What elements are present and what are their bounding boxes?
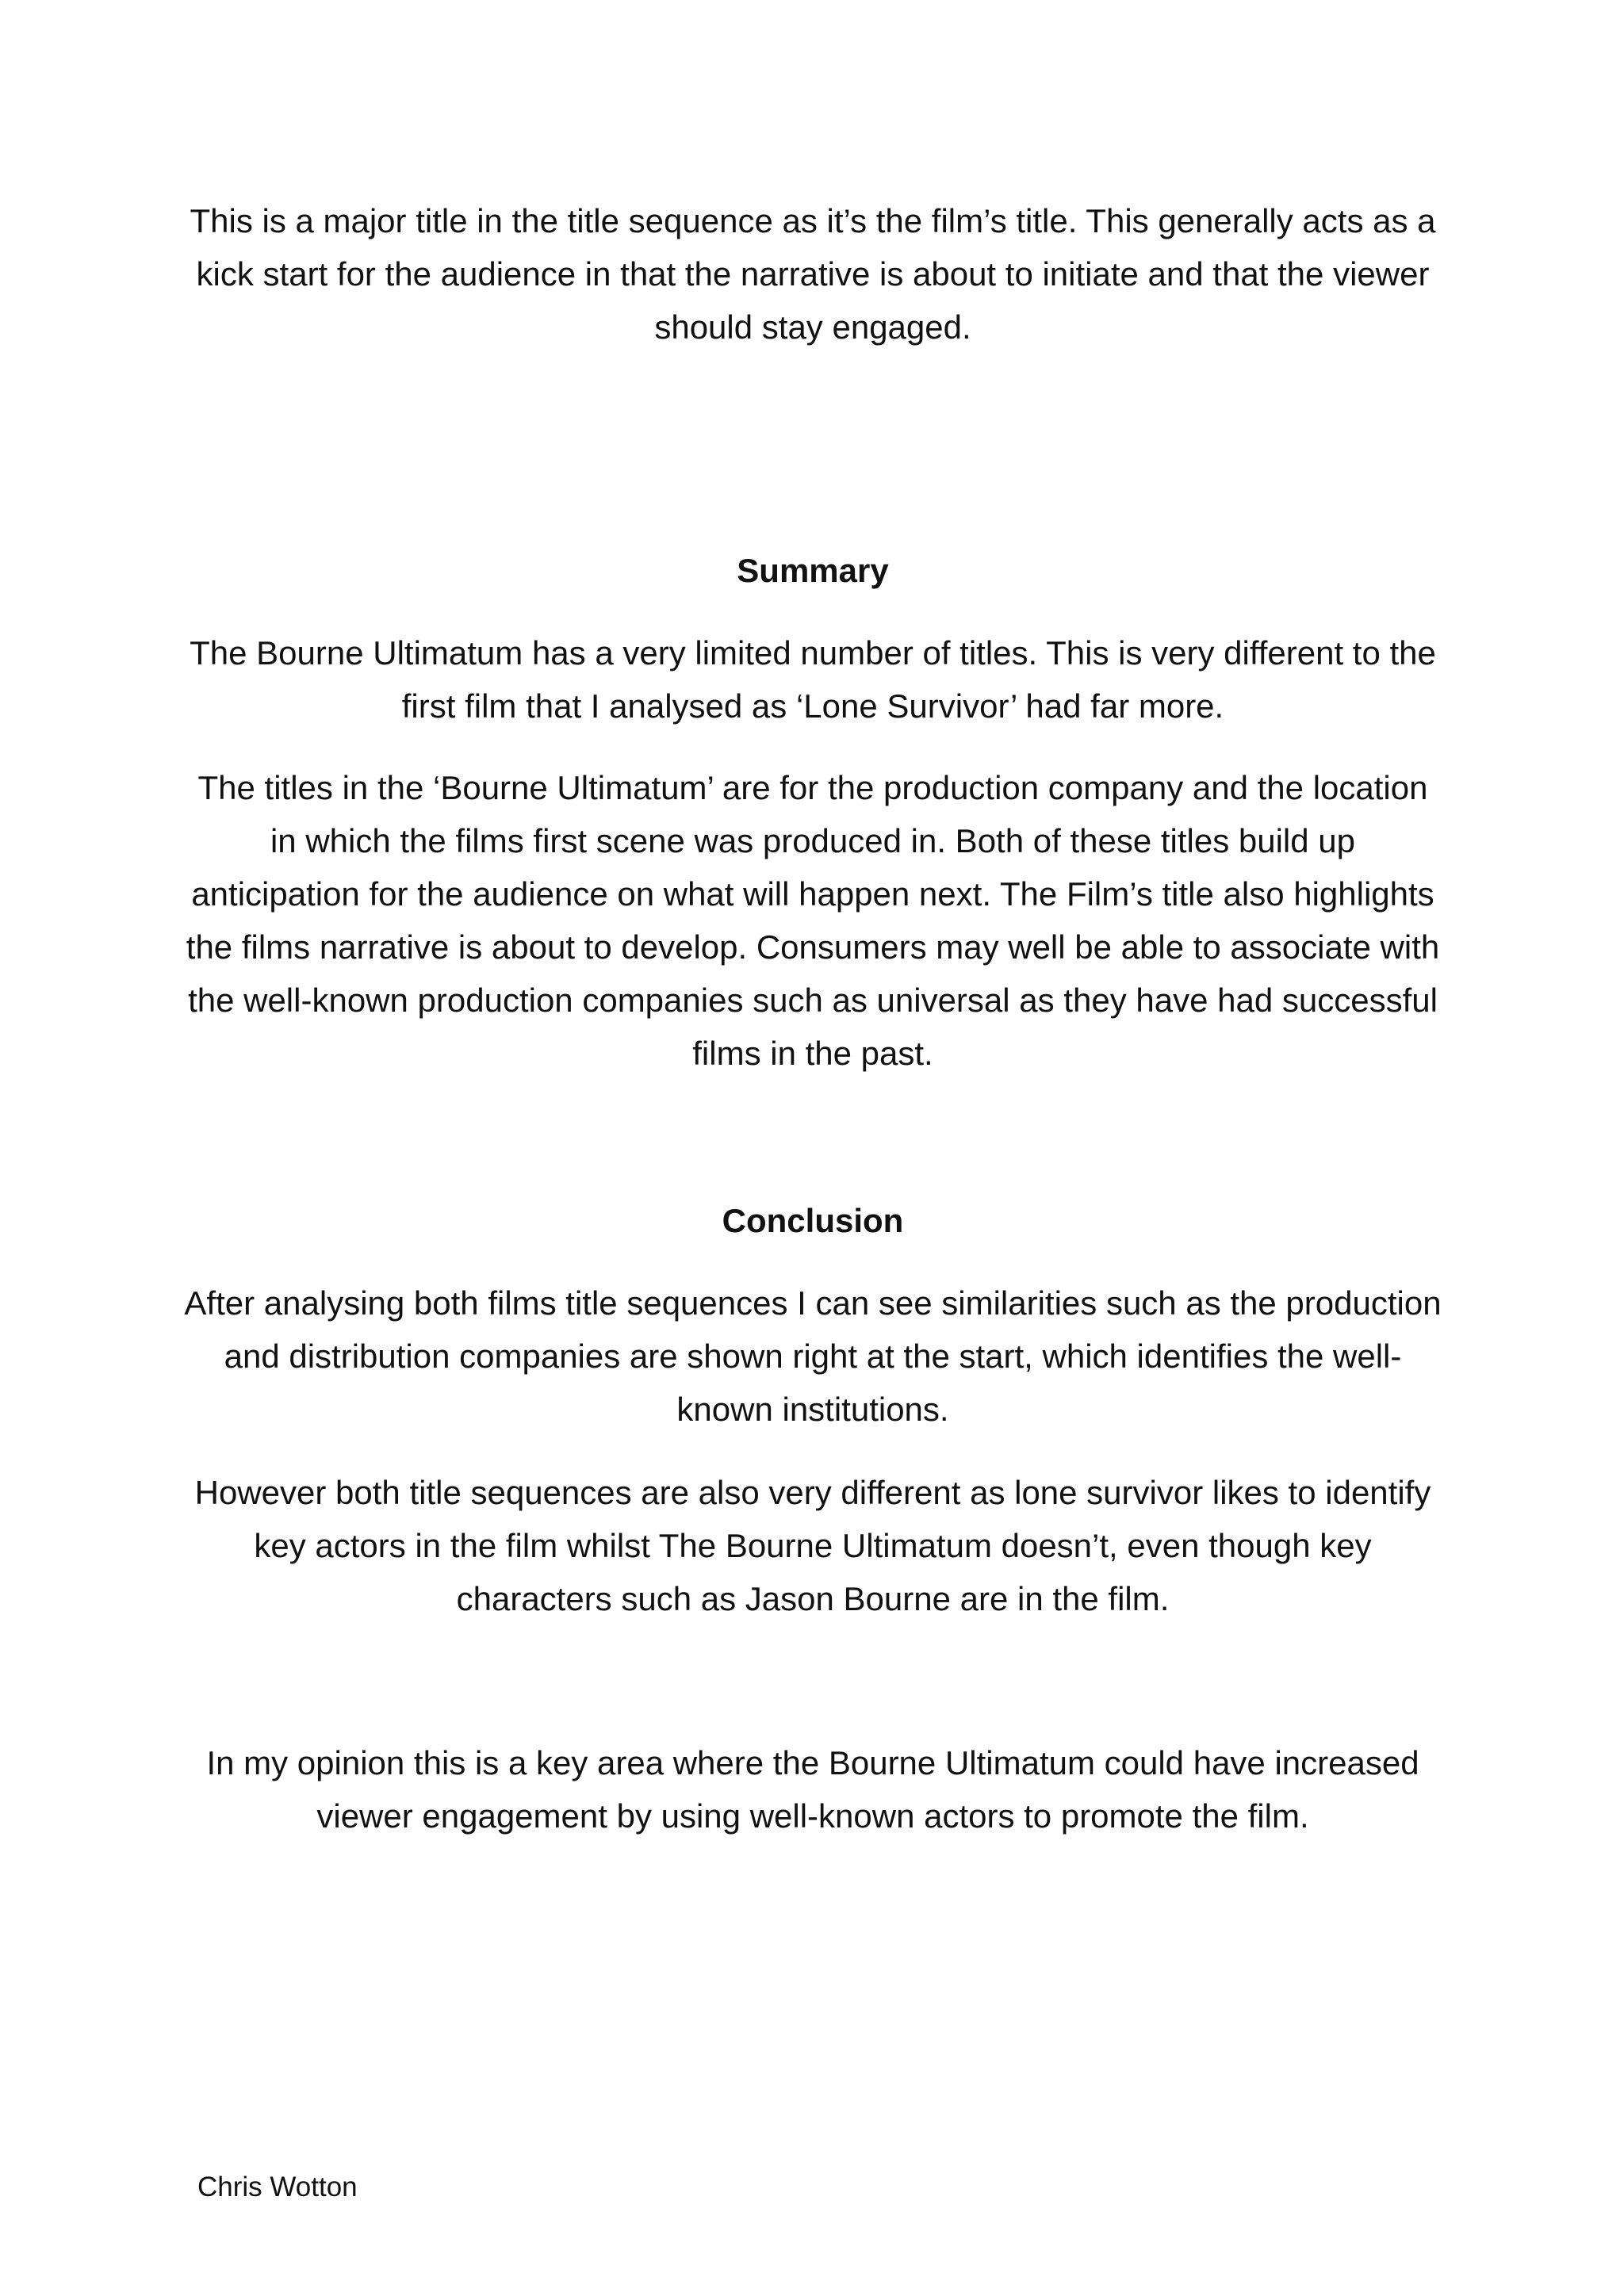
intro-paragraph: This is a major title in the title sequence as it’s the film’s title. This generally acts as a kick start for the audience in that the narrative is about to initiate and that the viewer should stay engaged. <box>190 202 1436 346</box>
summary-paragraph-1: The Bourne Ultimatum has a very limited number of titles. This is very different to the first film that I analysed as ‘Lone Survivor’ had far more. <box>190 634 1436 725</box>
conclusion-paragraph-1: After analysing both films title sequences I can see similarities such as the production and distribution companies are shown right at the start, which identifies the well-known institutions. <box>184 1284 1442 1428</box>
conclusion-paragraph-2: However both title sequences are also very different as lone survivor likes to identify key actors in the film whilst The Bourne Ultimatum doesn’t, even though key characters such as Jason Bourne are in the film. <box>194 1474 1431 1617</box>
conclusion-heading: Conclusion <box>722 1202 904 1239</box>
footer-author: Chris Wotton <box>197 2172 358 2202</box>
conclusion-paragraph-3: In my opinion this is a key area where the Bourne Ultimatum could have increased viewer engagement by using well-known actors to promote the film. <box>206 1744 1419 1835</box>
summary-heading: Summary <box>737 552 889 589</box>
summary-paragraph-2: The titles in the ‘Bourne Ultimatum’ are for the production company and the location in which the films first scene was produced in. Both of these titles build up anticipation for the audience on what will happen next. The Film’s title also highlights the films narrative is about to develop. Consumers may well be able to associate with the well-known production companies such as universal as they have had successful films in the past. <box>186 769 1440 1072</box>
